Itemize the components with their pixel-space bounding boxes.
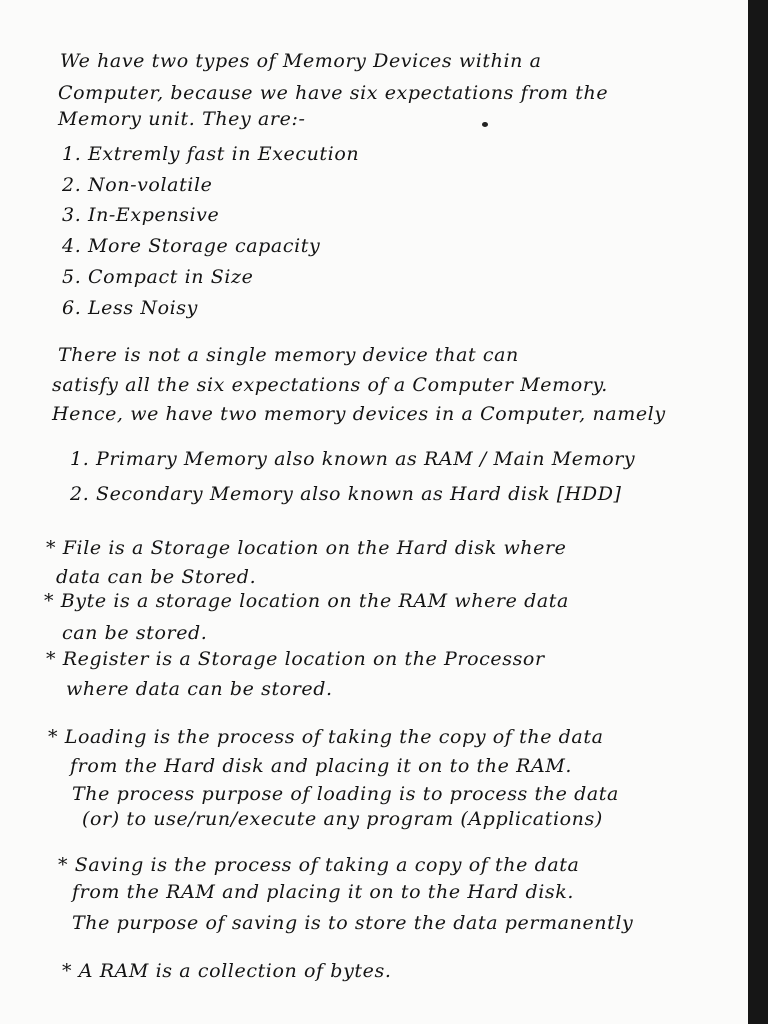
note-file-line-1: * File is a Storage location on the Hard disk where	[46, 537, 567, 559]
intro-line-3: Memory unit. They are:-	[58, 108, 306, 130]
note-saving-line-3: The purpose of saving is to store the data permanently	[72, 912, 634, 934]
expectation-item: 1. Extremly fast in Execution	[62, 143, 360, 165]
note-byte-line-1: * Byte is a storage location on the RAM where data	[44, 590, 569, 612]
ink-dot	[482, 122, 488, 127]
note-loading-line-4: (or) to use/run/execute any program (Applications)	[82, 808, 603, 830]
statement-line-3: Hence, we have two memory devices in a Computer, namely	[52, 403, 666, 425]
note-file-line-2: data can be Stored.	[56, 566, 257, 588]
note-register-line-1: * Register is a Storage location on the Processor	[46, 648, 545, 670]
memory-type-item: 2. Secondary Memory also known as Hard disk [HDD]	[70, 483, 622, 505]
statement-line-2: satisfy all the six expectations of a Computer Memory.	[52, 374, 608, 396]
expectation-item: 4. More Storage capacity	[62, 235, 321, 257]
expectation-item: 3. In-Expensive	[62, 204, 220, 226]
note-loading-line-2: from the Hard disk and placing it on to the RAM.	[70, 755, 573, 777]
note-register-line-2: where data can be stored.	[66, 678, 333, 700]
expectation-item: 2. Non-volatile	[62, 174, 213, 196]
intro-line-1: We have two types of Memory Devices within a	[60, 50, 542, 72]
expectation-item: 5. Compact in Size	[62, 266, 254, 288]
expectation-item: 6. Less Noisy	[62, 297, 198, 319]
note-ram-line: * A RAM is a collection of bytes.	[62, 960, 392, 982]
statement-line-1: There is not a single memory device that can	[58, 344, 519, 366]
page-edge-shadow	[748, 0, 768, 1024]
note-loading-line-1: * Loading is the process of taking the copy of the data	[48, 726, 604, 748]
note-saving-line-2: from the RAM and placing it on to the Hard disk.	[72, 881, 575, 903]
memory-type-item: 1. Primary Memory also known as RAM / Main Memory	[70, 448, 636, 470]
note-byte-line-2: can be stored.	[62, 622, 208, 644]
note-loading-line-3: The process purpose of loading is to process the data	[72, 783, 619, 805]
intro-line-2: Computer, because we have six expectations from the	[58, 82, 609, 104]
note-saving-line-1: * Saving is the process of taking a copy of the data	[58, 854, 580, 876]
